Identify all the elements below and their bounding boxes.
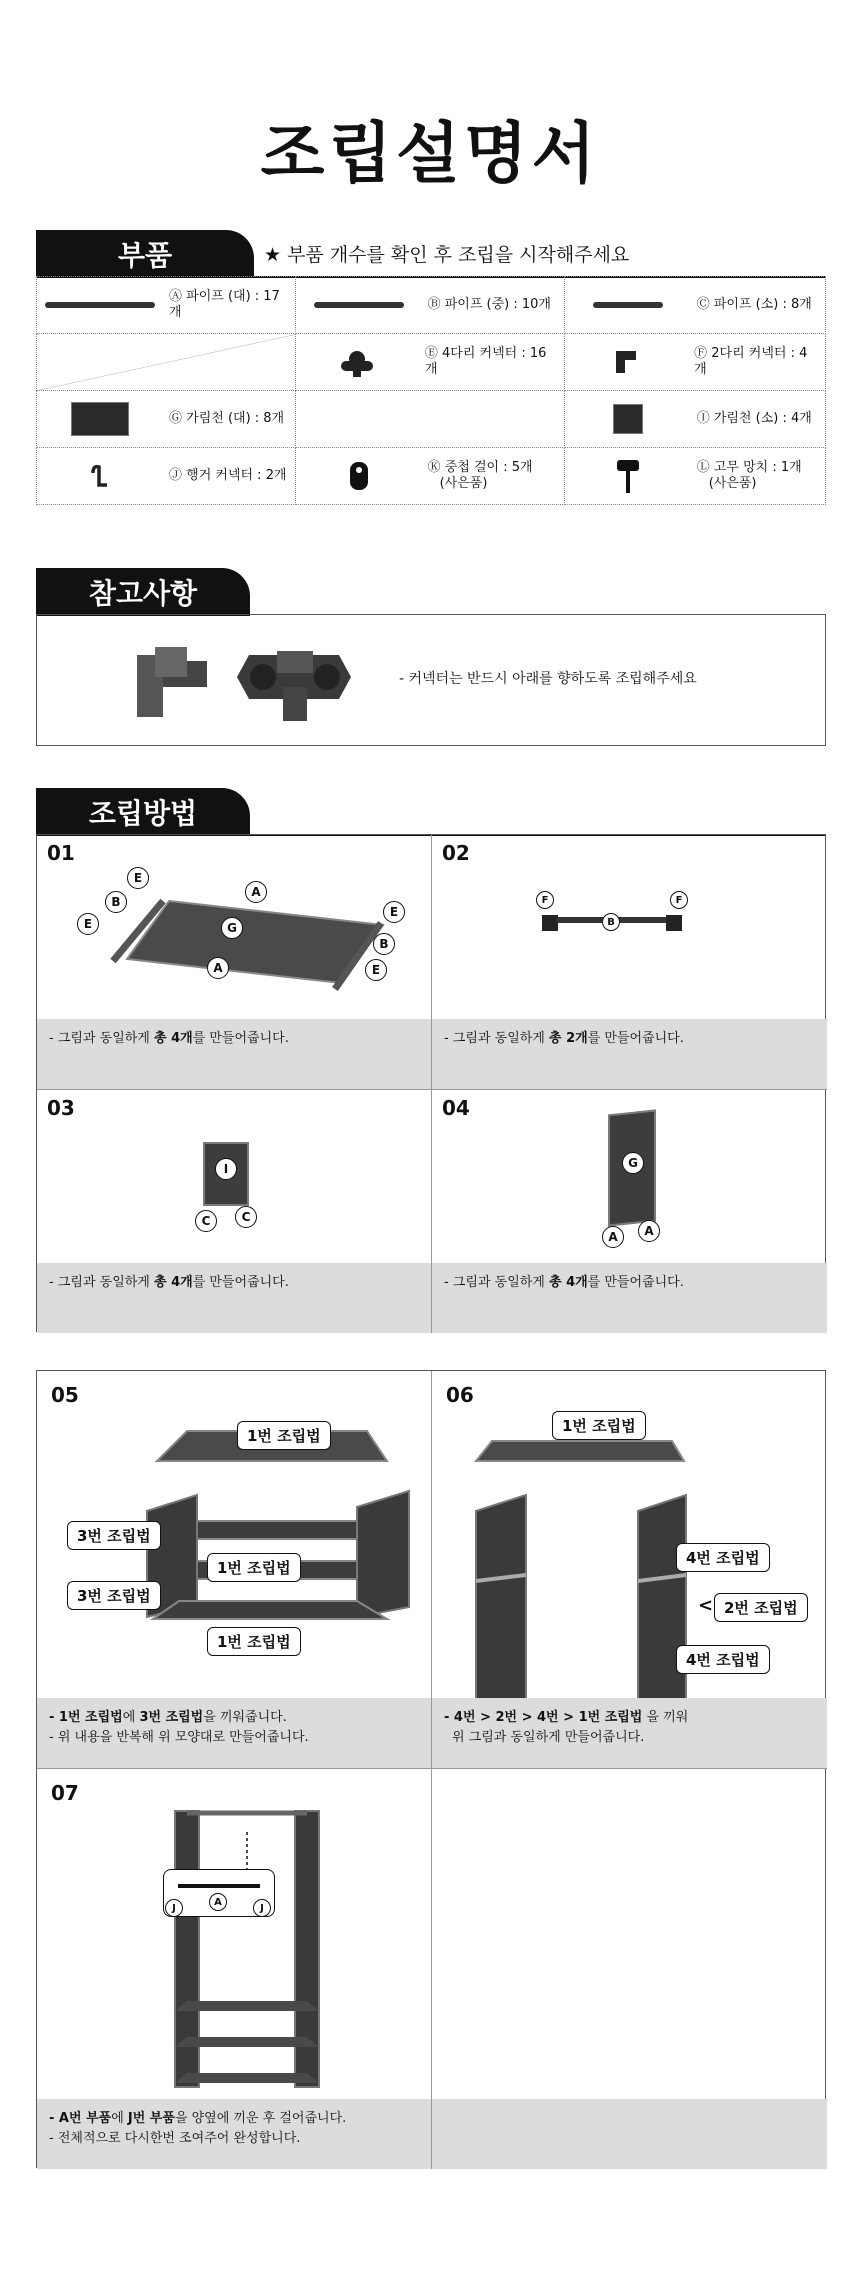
parts-notice: ★ 부품 개수를 확인 후 조립을 시작해주세요 (264, 244, 630, 266)
step-01 (37, 835, 432, 1090)
steps-grid-2 (36, 1370, 826, 2168)
part-label: Ⓙ 행거 커넥터 : 2개 (169, 467, 287, 483)
cover-small-icon (613, 404, 643, 434)
marker-c: C (195, 1210, 217, 1232)
step-03 (37, 1090, 432, 1333)
step-06-caption: - 4번 > 2번 > 4번 > 1번 조립법 을 끼워 위 그림과 동일하게 만들어줍니다. (432, 1698, 827, 1768)
assembly-label: 3번 조립법 (67, 1521, 161, 1550)
part-label: Ⓐ 파이프 (대) : 17개 (169, 288, 280, 320)
step-04 (432, 1090, 827, 1333)
marker-f: F (670, 891, 688, 909)
assembly-label: 1번 조립법 (237, 1421, 331, 1450)
assembly-label: 1번 조립법 (207, 1627, 301, 1656)
rubber-mallet-icon (615, 458, 641, 494)
reference-box (36, 614, 826, 746)
marker-a: A (209, 1893, 227, 1911)
marker-a: A (245, 881, 267, 903)
marker-e: E (383, 901, 405, 923)
step-03-caption: - 그림과 동일하게 총 4개를 만들어줍니다. (37, 1263, 431, 1333)
parts-tab: 부품 (36, 230, 254, 278)
assembly-label: 1번 조립법 (552, 1411, 646, 1440)
step-02-caption: - 그림과 동일하게 총 2개를 만들어줍니다. (432, 1019, 827, 1089)
step-number: 01 (47, 841, 75, 865)
marker-f: F (536, 891, 554, 909)
marker-a: A (638, 1220, 660, 1242)
step-07-illustration (157, 1801, 337, 2091)
step-number: 03 (47, 1096, 75, 1120)
cover-large-icon (71, 402, 129, 436)
step-number: 04 (442, 1096, 470, 1120)
marker-b: B (373, 933, 395, 955)
step-number: 02 (442, 841, 470, 865)
connector-f-icon (666, 915, 682, 931)
part-label: Ⓒ 파이프 (소) : 8개 (696, 296, 812, 312)
method-tab: 조립방법 (36, 788, 250, 836)
part-label: Ⓕ 2다리 커넥터 : 4개 (694, 345, 808, 377)
pipe-small-icon (593, 302, 663, 308)
step-04-caption: - 그림과 동일하게 총 4개를 만들어줍니다. (432, 1263, 827, 1333)
part-sub-label: (사은품) (439, 476, 488, 491)
part-label: Ⓔ 4다리 커넥터 : 16개 (424, 345, 547, 377)
page-title: 조립설명서 (260, 115, 600, 192)
part-label: Ⓑ 파이프 (중) : 10개 (427, 296, 551, 312)
marker-b: B (602, 913, 620, 931)
marker-c: C (235, 1206, 257, 1228)
two-way-connector-icon (614, 349, 638, 375)
marker-b: B (105, 891, 127, 913)
marker-g: G (221, 917, 243, 939)
steps-grid-1 (36, 834, 826, 1332)
step-07-caption: - A번 부품에 J번 부품을 양옆에 끼운 후 걸어줍니다. - 전체적으로 다시한번 조여주어 완성합니다. (37, 2099, 431, 2169)
empty-caption (432, 2099, 827, 2169)
step-05 (37, 1371, 432, 1769)
parts-table (36, 276, 826, 505)
four-way-connector-icon (339, 347, 375, 377)
marker-e: E (365, 959, 387, 981)
part-label: Ⓚ 중첩 걸이 : 5개 (427, 459, 533, 475)
pipe-large-icon (45, 302, 155, 308)
step-02 (432, 835, 827, 1090)
marker-e: E (77, 913, 99, 935)
marker-a: A (602, 1226, 624, 1248)
marker-g: G (622, 1152, 644, 1174)
stacking-hook-icon (348, 460, 370, 492)
arrow-left-icon: < (698, 1595, 714, 1616)
step-06 (432, 1371, 827, 1769)
step-05-caption: - 1번 조립법에 3번 조립법을 끼워줍니다. - 위 내용을 반복해 위 모양대로 만들어줍니다. (37, 1698, 431, 1768)
marker-a: A (207, 957, 229, 979)
part-sub-label: (사은품) (708, 476, 757, 491)
assembly-label: 2번 조립법 (714, 1593, 808, 1622)
assembly-label: 4번 조립법 (676, 1543, 770, 1572)
assembly-label: 1번 조립법 (207, 1553, 301, 1582)
step-07 (37, 1769, 432, 2169)
step-number: 07 (51, 1781, 79, 1805)
step-number: 05 (51, 1383, 79, 1407)
pipe-a-icon (178, 1884, 260, 1888)
part-label: Ⓖ 가림천 (대) : 8개 (169, 410, 285, 426)
step-number: 06 (446, 1383, 474, 1407)
marker-i: I (215, 1158, 237, 1180)
marker-e: E (127, 867, 149, 889)
reference-tab: 참고사항 (36, 568, 250, 616)
pipe-medium-icon (314, 302, 404, 308)
step-02-illustration (532, 895, 732, 935)
assembly-label: 3번 조립법 (67, 1581, 161, 1610)
assembly-label: 4번 조립법 (676, 1645, 770, 1674)
connector-orientation-illustration (137, 641, 367, 725)
marker-j: J (253, 1899, 271, 1917)
part-label: Ⓛ 고무 망치 : 1개 (696, 459, 802, 475)
reference-note: - 커넥터는 반드시 아래를 향하도록 조립해주세요 (399, 671, 697, 687)
hanger-connector-icon (89, 463, 111, 489)
marker-j: J (165, 1899, 183, 1917)
part-label: Ⓘ 가림천 (소) : 4개 (696, 410, 812, 426)
empty-cell (432, 1769, 827, 2169)
step-01-caption: - 그림과 동일하게 총 4개를 만들어줍니다. (37, 1019, 431, 1089)
